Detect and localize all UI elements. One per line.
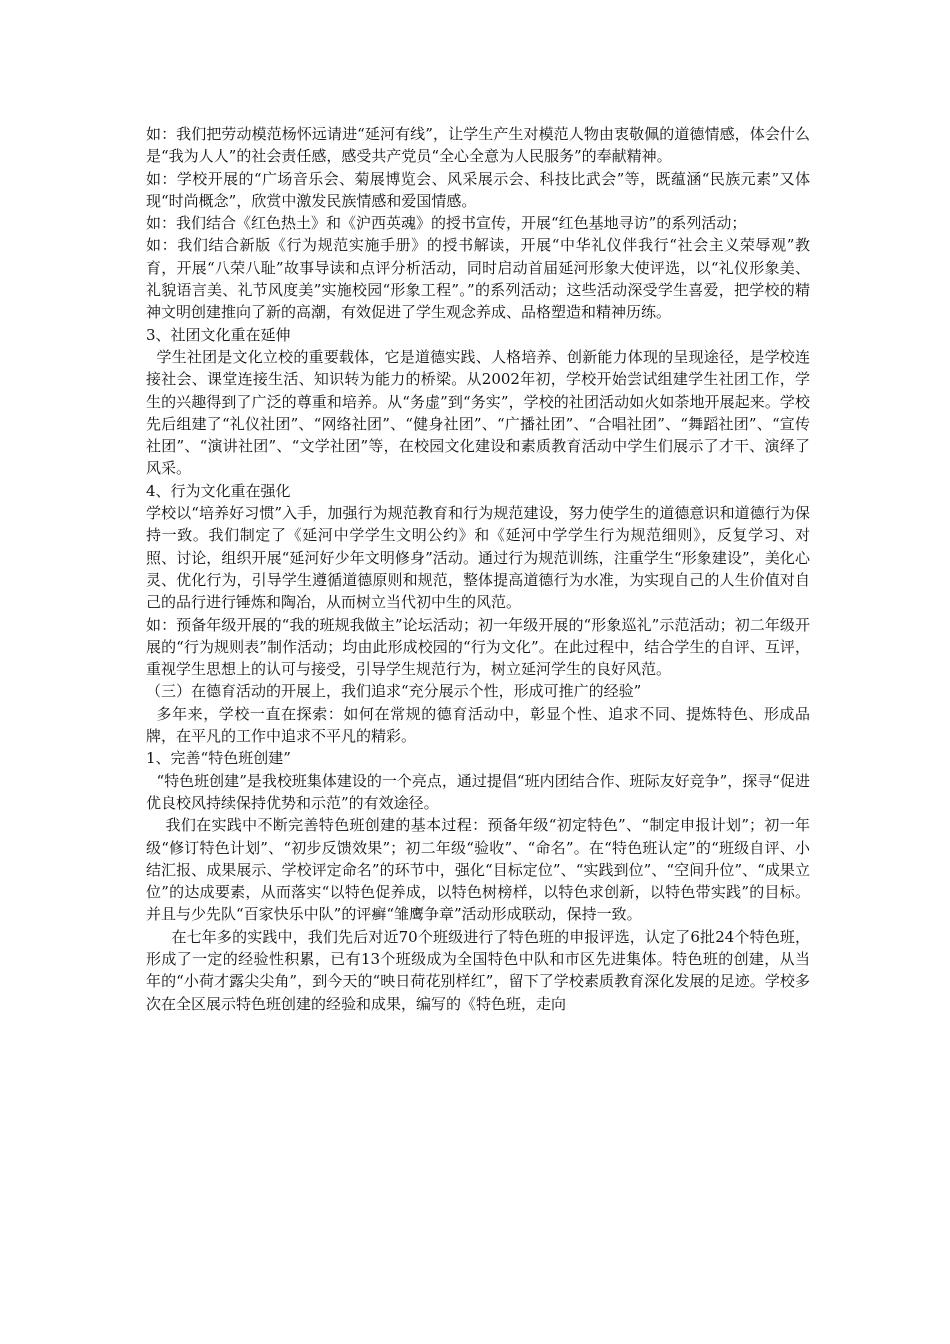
paragraph-student-clubs: 学生社团是文化立校的重要载体，它是道德实践、人格培养、创新能力体现的呈现途径，是学校连接社会、课堂连接生活、知识转为能力的桥梁。从2002年初，学校开始尝试组建学生社团工作，学生的兴趣得到了广泛的尊重和培养。从“务虚”到“务实”，学校的社团活动如火如荼地开展起来。学校先后组建了“礼仪社团”、“网络社团”、“健身社团”、“广播社团”、“合唱社团”、“舞蹈社团”、“宣传社团”、“演讲社团”、“文学社团”等，在校园文化建设和素质教育活动中学生们展示了才干、演绎了风采。 <box>146 347 810 478</box>
paragraph-special-class-intro: “特色班创建”是我校班集体建设的一个亮点，通过提倡“班内团结合作、班际友好竞争”，探寻“促进优良校风持续保持优势和示范”的有效途径。 <box>146 771 810 812</box>
paragraph-grade-activities: 如：预备年级开展的“我的班规我做主”论坛活动；初一年级开展的“形象巡礼”示范活动；初二年级开展的“行为规则表”制作活动；均由此形成校园的“行为文化”。在此过程中，结合学生的自评、互评，重视学生思想上的认可与接受，引导学生规范行为，树立延河学生的良好风范。 <box>146 615 810 679</box>
heading-special-class: 1、完善“特色班创建” <box>146 749 291 768</box>
paragraph-special-class-results: 在七年多的实践中，我们先后对近70个班级进行了特色班的申报评选，认定了6批24个特色班，形成了一定的经验性积累，已有13个班级成为全国特色中队和市区先进集体。特色班的创建，从当年的“小荷才露尖尖角”，到今天的“映日荷花别样红”，留下了学校素质教育深化发展的足迹。学校多次在全区展示特色班创建的经验和成果，编写的《特色班，走向 <box>146 927 810 1013</box>
paragraph-exploration: 多年来，学校一直在探索：如何在常规的德育活动中，彰显个性、追求不同、提炼特色、形成品牌，在平凡的工作中追求不平凡的精彩。 <box>146 704 810 746</box>
paragraph-model-worker: 如：我们把劳动模范杨怀远请进“延河有线”，让学生产生对模范人物由衷敬佩的道德情感，体会什么是“我为人人”的社会责任感，感受共产党员“全心全意为人民服务”的奉献精神。 <box>146 125 810 166</box>
heading-club-culture: 3、社团文化重在延伸 <box>146 325 291 344</box>
paragraph-red-base: 如：我们结合《红色热土》和《沪西英魂》的授书宣传，开展“红色基地寻访”的系列活动； <box>146 214 747 233</box>
heading-behavior-culture: 4、行为文化重在强化 <box>146 481 291 500</box>
paragraph-special-class-process: 我们在实践中不断完善特色班创建的基本过程：预备年级“初定特色”、“制定申报计划”；初一年级“修订特色计划”、“初步反馈效果”；初二年级“验收”、“命名”。在“特色班认定”的“班级自评、小结汇报、成果展示、学校评定命名”的环节中，强化“目标定位”、“实践到位”、“空间升位”、“成果立位”的达成要素，从而落实“以特色促养成，以特色树榜样，以特色求创新，以特色带实践”的目标。并且与少先队“百家快乐中队”的评癣“雏鹰争章”活动形成联动，保持一致。 <box>146 816 810 924</box>
paragraph-campus-events: 如：学校开展的“广场音乐会、菊展博览会、风采展示会、科技比武会”等，既蕴涵“民族元素”又体现“时尚概念”，欣赏中激发民族情感和爱国情感。 <box>146 169 810 210</box>
document-page <box>146 123 810 1015</box>
paragraph-etiquette: 如：我们结合新版《行为规范实施手册》的授书解读，开展“中华礼仪伴我行“社会主义荣辱观”教育，开展“八荣八耻”故事导读和点评分析活动，同时启动首届延河形象大使评选，以“礼仪形象美、礼貌语言美、礼节风度美”实施校园“形象工程”。”的系列活动；这些活动深受学生喜爱，把学校的精神文明创建推向了新的高潮，有效促进了学生观念养成、品格塑造和精神历练。 <box>146 236 810 322</box>
paragraph-good-habits: 学校以“培养好习惯”入手，加强行为规范教育和行为规范建设，努力使学生的道德意识和道德行为保持一致。我们制定了《延河中学学生文明公约》和《延河中学学生行为规范细则》，反复学习、对照、讨论，组织开展“延河好少年文明修身”活动。通过行为规范训练，注重学生“形象建设”，美化心灵、优化行为，引导学生遵循道德原则和规范，整体提高道德行为水准，为实现自己的人生价值对自己的品行进行锤炼和陶冶，从而树立当代初中生的风范。 <box>146 504 810 612</box>
heading-moral-activities: （三）在德育活动的开展上，我们追求“充分展示个性，形成可推广的经验” <box>146 682 642 701</box>
